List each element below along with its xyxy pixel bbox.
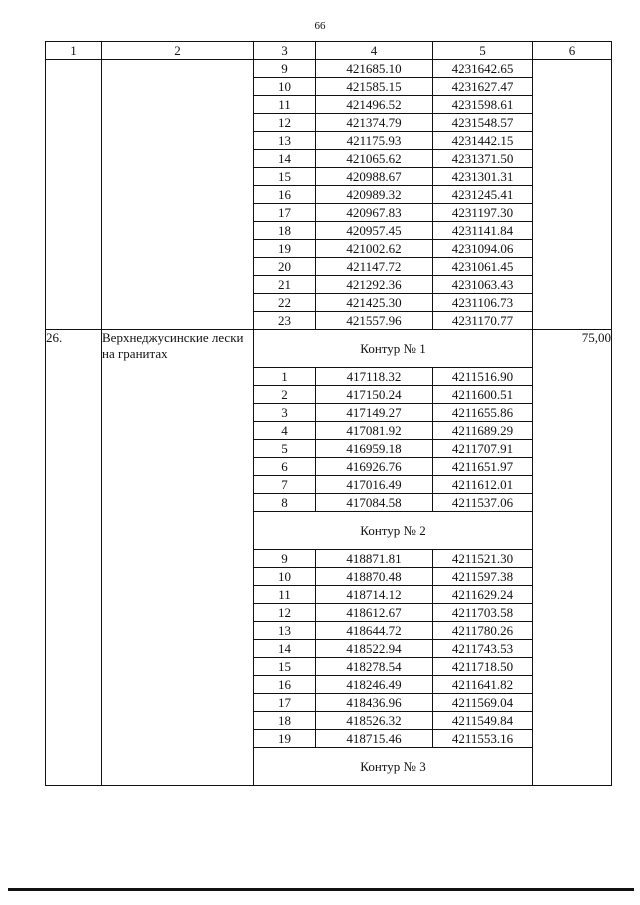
coordinate-y: 4231627.47 [433,78,533,96]
coordinate-y: 4211597.38 [433,568,533,586]
coordinate-x: 418246.49 [316,676,433,694]
coordinate-y: 4211743.53 [433,640,533,658]
coordinate-x: 416959.18 [316,440,433,458]
coordinate-x: 421496.52 [316,96,433,114]
point-number: 13 [254,622,316,640]
point-number: 12 [254,114,316,132]
coordinate-x: 421557.96 [316,312,433,330]
contour-label: Контур № 1 [254,330,533,368]
point-number: 5 [254,440,316,458]
point-number: 10 [254,78,316,96]
coordinate-y: 4231371.50 [433,150,533,168]
coordinate-y: 4231245.41 [433,186,533,204]
table-header-row [46,42,612,60]
coordinate-y: 4231642.65 [433,60,533,78]
point-number: 23 [254,312,316,330]
point-number: 12 [254,604,316,622]
point-number: 22 [254,294,316,312]
coordinate-y: 4211549.84 [433,712,533,730]
point-number: 6 [254,458,316,476]
coordinate-x: 421585.15 [316,78,433,96]
coordinate-y: 4211553.16 [433,730,533,748]
coordinate-y: 4231442.15 [433,132,533,150]
point-number: 16 [254,676,316,694]
column-header: 5 [433,42,533,60]
coordinate-y: 4231548.57 [433,114,533,132]
coordinate-x: 418522.94 [316,640,433,658]
bottom-rule [8,888,634,891]
coordinate-x: 416926.76 [316,458,433,476]
coordinate-x: 421425.30 [316,294,433,312]
entry-number-cell [46,60,102,330]
coordinate-y: 4231301.31 [433,168,533,186]
coordinate-x: 421175.93 [316,132,433,150]
coordinate-x: 417149.27 [316,404,433,422]
point-number: 14 [254,150,316,168]
point-number: 21 [254,276,316,294]
coordinate-x: 418714.12 [316,586,433,604]
page-number: 66 [314,20,326,32]
coordinate-x: 421374.79 [316,114,433,132]
coordinate-x: 418870.48 [316,568,433,586]
contour-header-row [46,330,612,368]
point-number: 18 [254,222,316,240]
coordinate-y: 4231094.06 [433,240,533,258]
coordinate-x: 418871.81 [316,550,433,568]
point-number: 17 [254,694,316,712]
coordinate-x: 420967.83 [316,204,433,222]
column-header: 6 [533,42,612,60]
point-number: 19 [254,240,316,258]
point-number: 7 [254,476,316,494]
coordinate-y: 4211703.58 [433,604,533,622]
coordinate-x: 417081.92 [316,422,433,440]
point-number: 14 [254,640,316,658]
column-header: 3 [254,42,316,60]
coordinate-x: 417118.32 [316,368,433,386]
coordinate-x: 421002.62 [316,240,433,258]
point-number: 2 [254,386,316,404]
coordinate-y: 4211537.06 [433,494,533,512]
point-number: 15 [254,168,316,186]
coordinate-x: 418436.96 [316,694,433,712]
point-number: 9 [254,60,316,78]
point-number: 18 [254,712,316,730]
point-number: 11 [254,96,316,114]
point-number: 11 [254,586,316,604]
point-number: 20 [254,258,316,276]
table-row [46,60,612,78]
entry-name-cell [102,60,254,330]
coordinates-table [45,41,612,786]
point-number: 10 [254,568,316,586]
point-number: 9 [254,550,316,568]
coordinate-x: 418612.67 [316,604,433,622]
entry-area: 75,00 [533,330,612,786]
point-number: 4 [254,422,316,440]
coordinate-x: 421685.10 [316,60,433,78]
table-body [46,60,612,786]
coordinate-x: 418715.46 [316,730,433,748]
point-number: 1 [254,368,316,386]
point-number: 3 [254,404,316,422]
coordinate-y: 4211629.24 [433,586,533,604]
coordinate-y: 4231063.43 [433,276,533,294]
coordinate-y: 4211641.82 [433,676,533,694]
column-header: 4 [316,42,433,60]
entry-name: Верхнеджусинские лески на гранитах [102,330,254,786]
point-number: 13 [254,132,316,150]
coordinate-y: 4211600.51 [433,386,533,404]
coordinate-x: 421147.72 [316,258,433,276]
point-number: 16 [254,186,316,204]
coordinate-y: 4211655.86 [433,404,533,422]
coordinate-y: 4231598.61 [433,96,533,114]
coordinate-y: 4211569.04 [433,694,533,712]
coordinate-y: 4231197.30 [433,204,533,222]
coordinate-x: 418526.32 [316,712,433,730]
coordinate-x: 421065.62 [316,150,433,168]
column-header: 1 [46,42,102,60]
column-header: 2 [102,42,254,60]
coordinate-x: 417084.58 [316,494,433,512]
coordinate-x: 420988.67 [316,168,433,186]
coordinate-y: 4231170.77 [433,312,533,330]
coordinate-y: 4211689.29 [433,422,533,440]
contour-label: Контур № 2 [254,512,533,550]
coordinate-y: 4211516.90 [433,368,533,386]
coordinate-y: 4211651.97 [433,458,533,476]
coordinate-y: 4211718.50 [433,658,533,676]
point-number: 15 [254,658,316,676]
coordinate-y: 4211612.01 [433,476,533,494]
coordinate-x: 417150.24 [316,386,433,404]
point-number: 19 [254,730,316,748]
coordinate-x: 417016.49 [316,476,433,494]
coordinate-x: 420989.32 [316,186,433,204]
entry-number: 26. [46,330,102,786]
area-cell [533,60,612,330]
coordinate-x: 421292.36 [316,276,433,294]
point-number: 17 [254,204,316,222]
coordinate-y: 4231141.84 [433,222,533,240]
point-number: 8 [254,494,316,512]
coordinate-y: 4231106.73 [433,294,533,312]
coordinate-y: 4211780.26 [433,622,533,640]
coordinate-y: 4211707.91 [433,440,533,458]
coordinate-x: 420957.45 [316,222,433,240]
coordinate-y: 4211521.30 [433,550,533,568]
coordinate-y: 4231061.45 [433,258,533,276]
coordinate-x: 418644.72 [316,622,433,640]
coordinate-x: 418278.54 [316,658,433,676]
contour-label: Контур № 3 [254,748,533,786]
